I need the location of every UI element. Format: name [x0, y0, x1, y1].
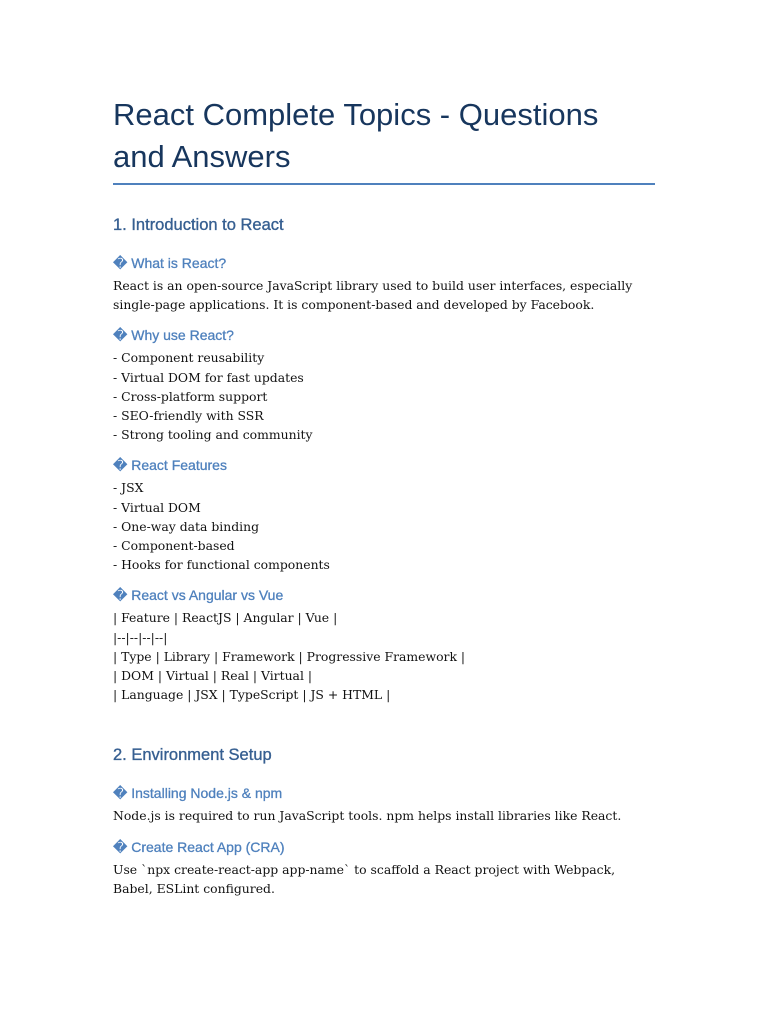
section-heading: 2. Environment Setup [113, 746, 272, 765]
subsection-installing-node [113, 783, 656, 825]
subsection-react-vs-angular-vs-vue [113, 585, 656, 704]
subsection-paragraph: React is an open-source JavaScript library used to build user interfaces, especially single-page applications. It is component-based and developed by Facebook. [113, 278, 633, 313]
section-heading: 1. Introduction to React [113, 216, 284, 234]
table-row: | Feature | ReactJS | Angular | Vue | [113, 610, 338, 626]
subsection-heading: � Why use React? [113, 327, 234, 344]
list-item: - SEO-friendly with SSR [113, 408, 264, 424]
subsection-heading: � Installing Node.js & npm [113, 785, 283, 802]
subsection-react-features [113, 455, 656, 574]
table-row: | Language | JSX | TypeScript | JS + HTML | [113, 687, 391, 703]
list-item: - One-way data binding [113, 518, 260, 534]
subsection-heading: � Create React App (CRA) [113, 838, 285, 855]
subsection-what-is-react [113, 253, 656, 314]
subsection-heading: � React Features [113, 457, 227, 474]
subsection-heading: � React vs Angular vs Vue [113, 587, 284, 604]
section-introduction [113, 214, 656, 704]
document-title: React Complete Topics - Questions and Answers [113, 97, 599, 174]
subsection-why-use-react [113, 325, 656, 444]
list-item: - Component-based [113, 538, 235, 554]
bullet-list [113, 478, 656, 574]
table-row: | Type | Library | Framework | Progressive Framework | [113, 648, 466, 664]
table-row: |--|--|--|--| [113, 629, 168, 645]
section-environment-setup [113, 744, 656, 898]
subsection-create-react-app [113, 837, 656, 898]
list-item: - Virtual DOM [113, 499, 201, 515]
bullet-list [113, 348, 656, 444]
title-underline-rule [113, 183, 655, 185]
markdown-comparison-table [113, 608, 656, 704]
list-item: - Virtual DOM for fast updates [113, 369, 304, 385]
list-item: - Hooks for functional components [113, 557, 330, 573]
subsection-heading: � What is React? [113, 255, 227, 271]
subsection-paragraph: Use `npx create-react-app app-name` to scaffold a React project with Webpack, Babel, ESLint configured. [113, 861, 616, 896]
table-row: | DOM | Virtual | Real | Virtual | [113, 668, 313, 684]
list-item: - Strong tooling and community [113, 427, 313, 443]
document-page [113, 0, 656, 898]
subsection-paragraph: Node.js is required to run JavaScript tools. npm helps install libraries like React. [113, 808, 622, 824]
list-item: - Cross-platform support [113, 388, 268, 404]
list-item: - JSX [113, 480, 144, 496]
list-item: - Component reusability [113, 350, 265, 366]
